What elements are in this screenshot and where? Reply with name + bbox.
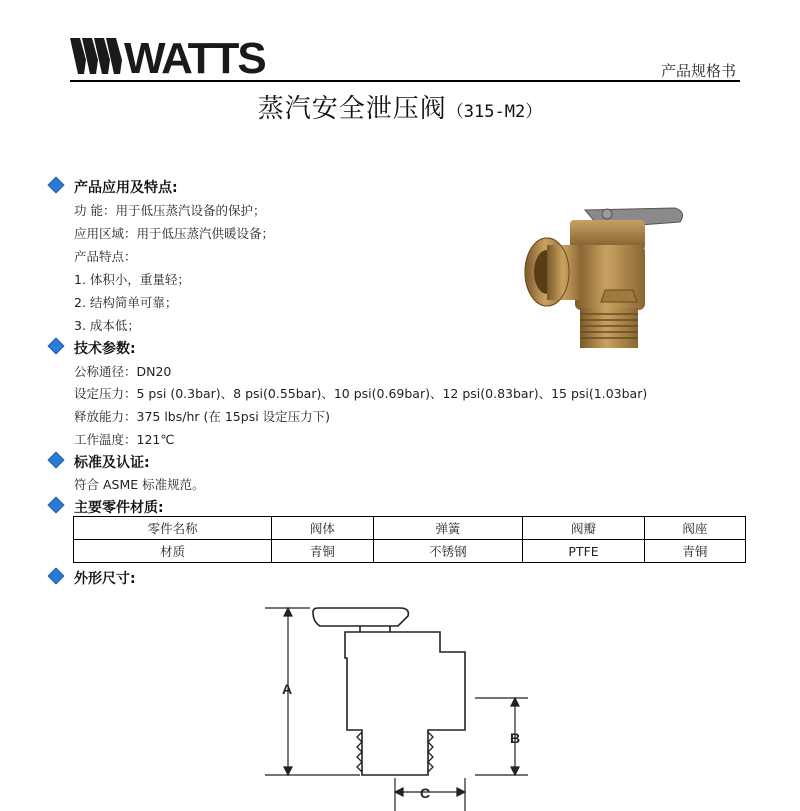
table-row	[74, 517, 746, 540]
diamond-bullet-icon	[48, 452, 65, 469]
diamond-bullet-icon	[48, 338, 65, 355]
table-cell: 青铜	[272, 540, 373, 563]
table-cell: 不锈钢	[373, 540, 523, 563]
watts-logo	[70, 36, 288, 76]
section-heading-dimensions: 外形尺寸:	[50, 568, 136, 588]
dimension-label-c: C	[420, 785, 431, 801]
dimension-label-a: A	[282, 681, 293, 697]
product-photo	[515, 190, 695, 360]
title-model: （315-M2）	[446, 102, 543, 122]
feature-item: 2. 结构简单可靠；	[74, 295, 178, 310]
table-cell: 材质	[74, 540, 272, 563]
table-cell: 阀体	[272, 517, 373, 540]
title-main: 蒸汽安全泄压阀	[257, 94, 447, 124]
table-cell: 阀瓣	[523, 517, 645, 540]
svg-text:WATTS: WATTS	[124, 36, 265, 76]
section-heading-features: 产品应用及特点:	[50, 177, 178, 197]
features-label: 产品特点：	[74, 249, 137, 264]
diamond-bullet-icon	[48, 497, 65, 514]
application-area-line: 应用区域：用于低压蒸汽供暖设备；	[74, 226, 275, 241]
diamond-bullet-icon	[48, 568, 65, 585]
relief-capacity-line: 释放能力：375 lbs/hr (在 15psi 设定压力下)	[74, 409, 331, 424]
standards-text: 符合 ASME 标准规范。	[74, 477, 205, 492]
table-cell: PTFE	[523, 540, 645, 563]
materials-table	[73, 516, 746, 563]
nominal-size-line: 公称通径：DN20	[74, 364, 172, 379]
diamond-bullet-icon	[48, 177, 65, 194]
feature-item: 3. 成本低；	[74, 318, 140, 333]
dimension-label-b: B	[510, 730, 521, 746]
function-line: 功 能：用于低压蒸汽设备的保护；	[74, 203, 266, 218]
table-cell: 阀座	[644, 517, 745, 540]
table-cell: 零件名称	[74, 517, 272, 540]
table-cell: 青铜	[644, 540, 745, 563]
feature-item: 1. 体积小，重量轻；	[74, 272, 190, 287]
section-heading-standards: 标准及认证:	[50, 452, 150, 472]
header-divider	[70, 80, 740, 82]
set-pressure-line: 设定压力：5 psi (0.3bar)、8 psi(0.55bar)、10 psi(0.69bar)、12 psi(0.83bar)、15 psi(1.03bar)	[74, 386, 648, 401]
document-type-label: 产品规格书	[660, 62, 736, 80]
page-title	[0, 88, 800, 125]
table-cell: 弹簧	[373, 517, 523, 540]
dimension-diagram	[250, 600, 550, 811]
working-temperature-line: 工作温度：121℃	[74, 432, 175, 447]
section-heading-materials: 主要零件材质:	[50, 497, 164, 517]
section-heading-tech: 技术参数:	[50, 338, 136, 358]
table-row	[74, 540, 746, 563]
